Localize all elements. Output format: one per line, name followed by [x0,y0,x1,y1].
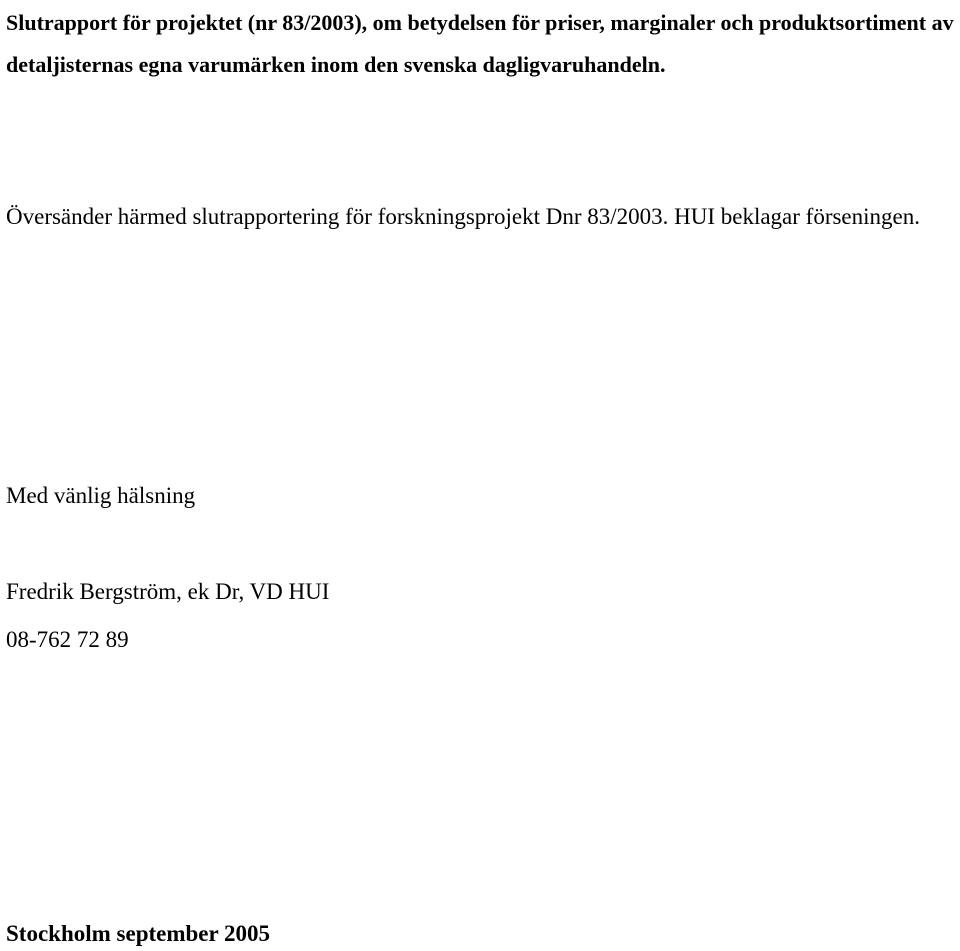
place-and-date: Stockholm september 2005 [6,921,271,946]
document-title: Slutrapport för projektet (nr 83/2003), om betydelsen för priser, marginaler och produktsortiment av detaljisternas egna varumärken inom den svenska dagligvaruhandeln. [6,10,954,77]
body-paragraph: Översänder härmed slutrapportering för forskningsprojekt Dnr 83/2003. HUI beklagar förseningen. [6,204,920,229]
signer-name: Fredrik Bergström, ek Dr, VD HUI [6,579,330,604]
phone-number: 08-762 72 89 [6,627,129,652]
closing-greeting: Med vänlig hälsning [6,483,196,508]
